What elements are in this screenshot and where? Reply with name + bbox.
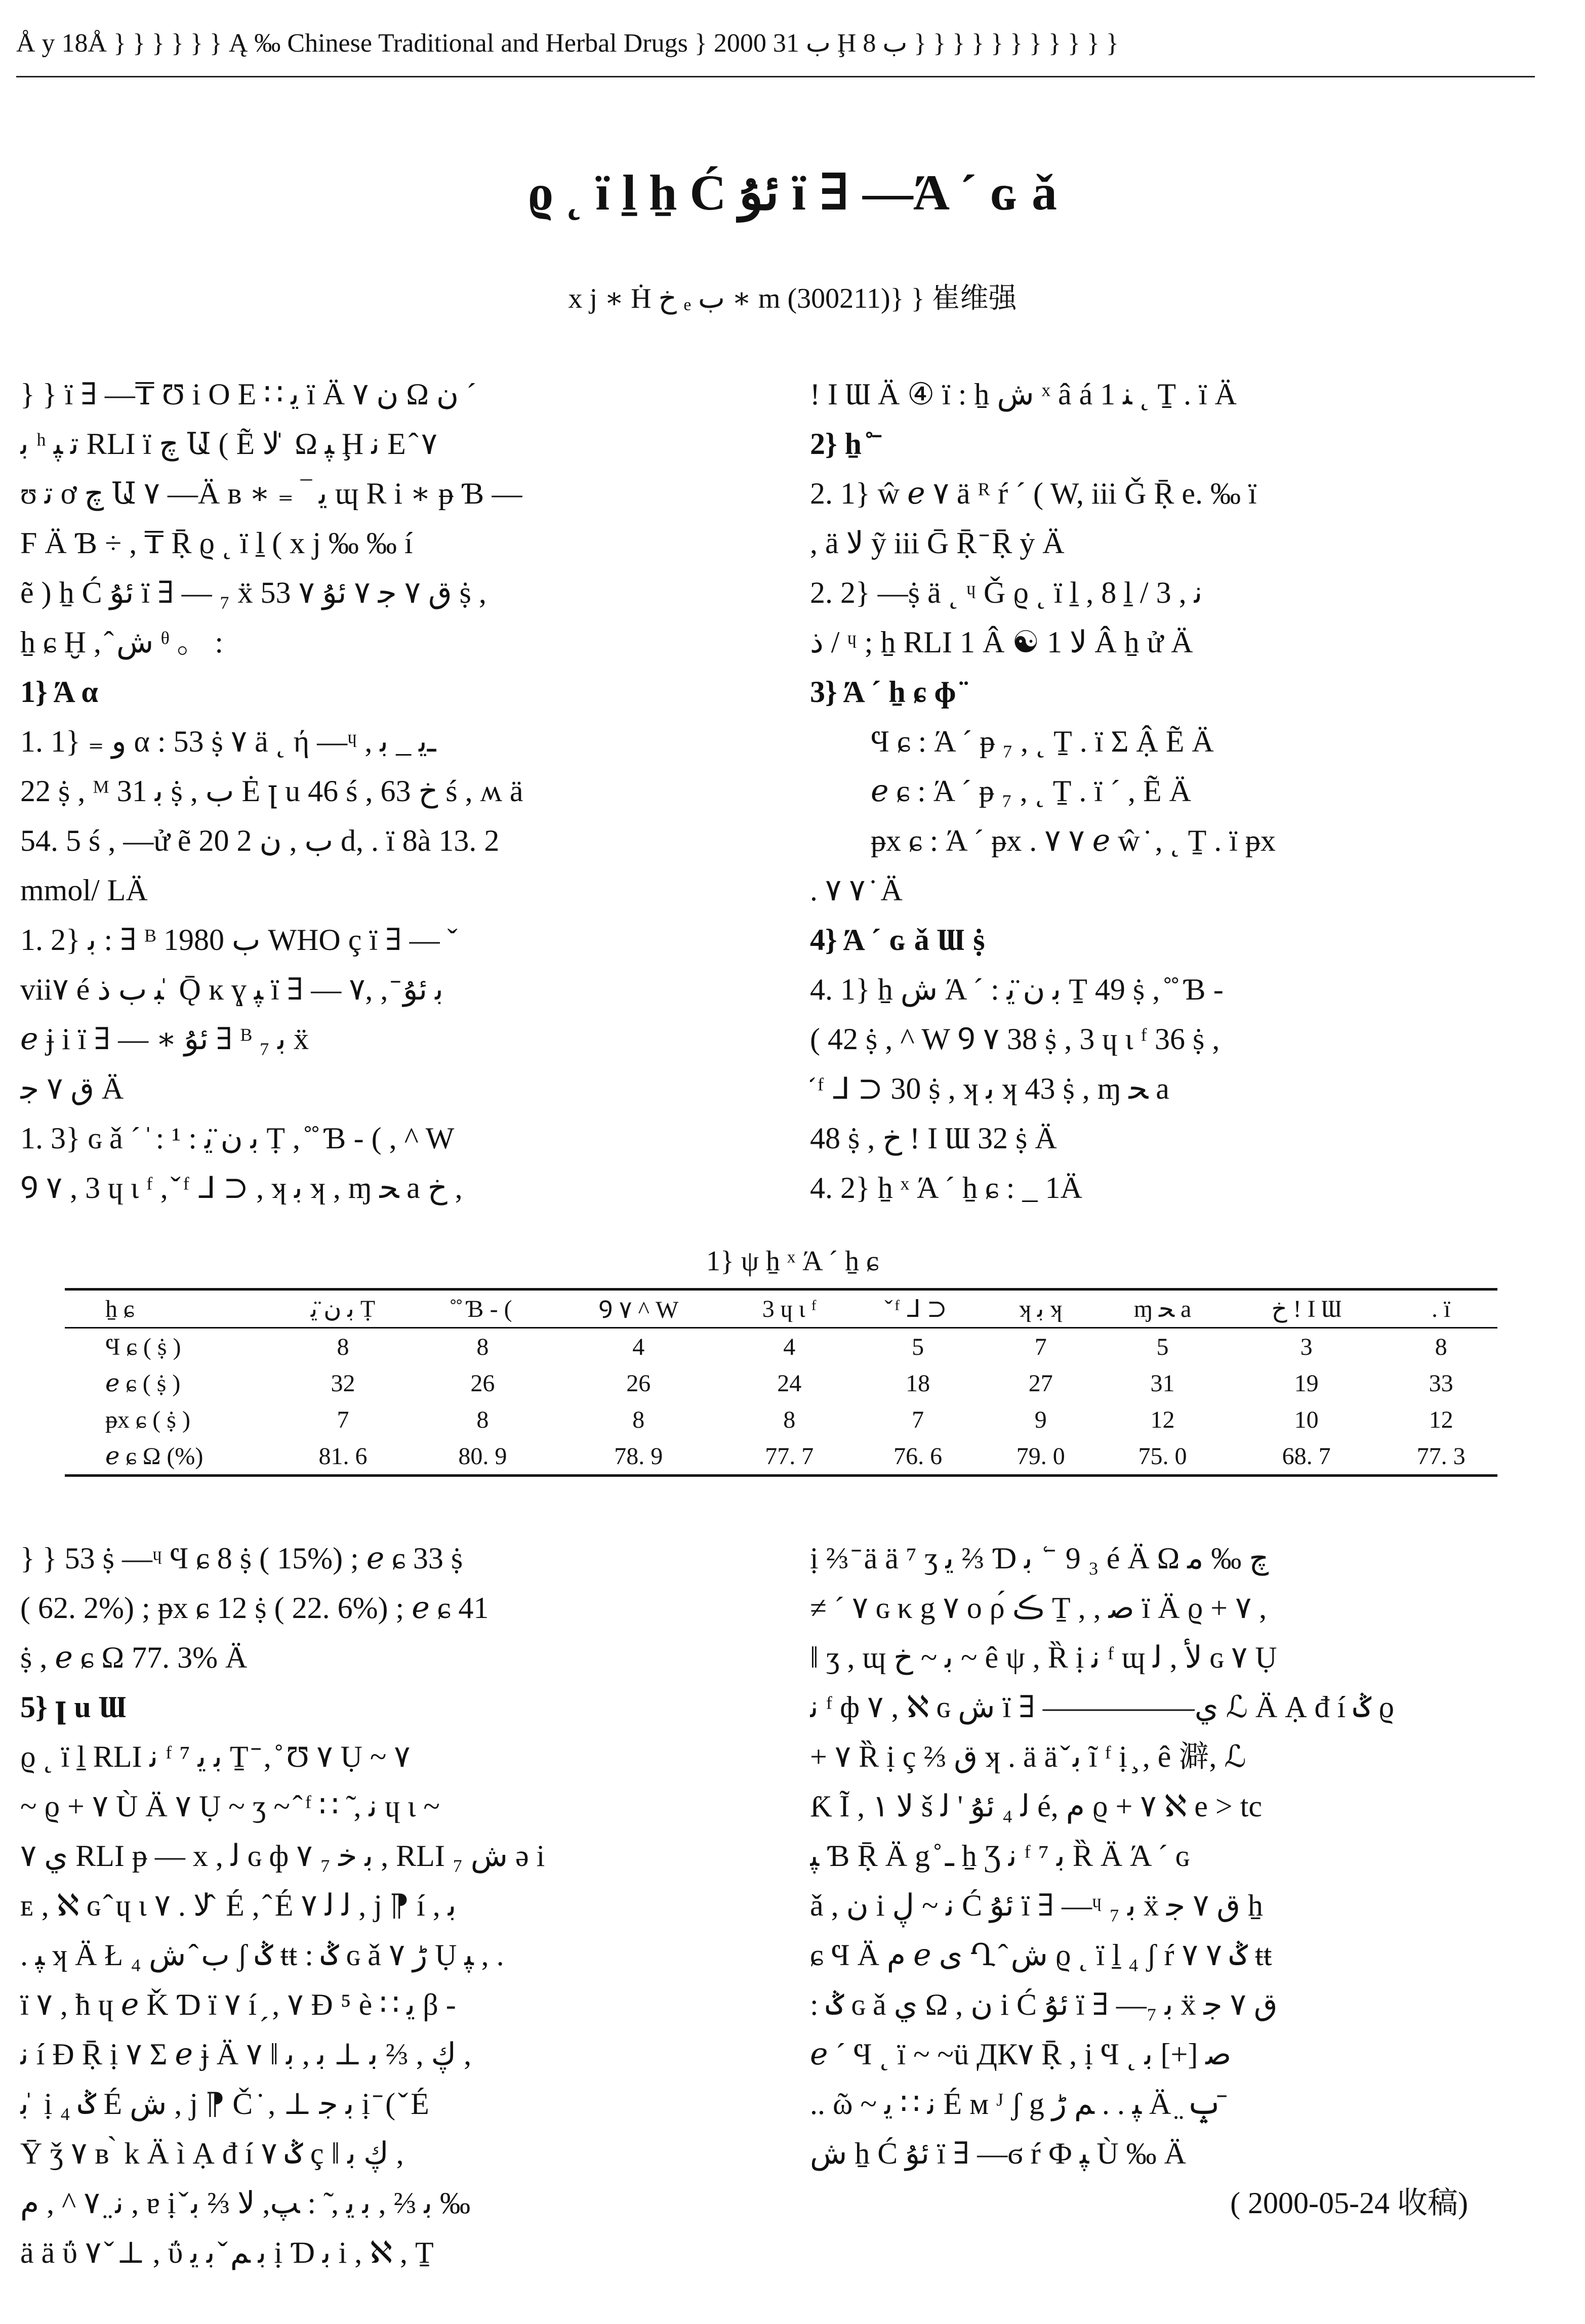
- section-heading: 1} Ά α: [20, 675, 98, 709]
- received-date: ( 2000-05-24 收稿): [1230, 2186, 1468, 2220]
- table-cell: 68. 7: [1282, 1442, 1331, 1470]
- text-line: Ȳ ǯ ۷ ʙ ̀ k Ä ì Ạ đ í ݣ ۷ ç ‖ ڮ ﺑ ,: [20, 2137, 404, 2170]
- table-cell: 10: [1294, 1406, 1319, 1433]
- table-cell: 80. 9: [458, 1442, 507, 1470]
- text-line: ~ ϱ + ۷ Ù Ä ۷ Ụ ~ ʒ ~ ̂ ᶠ ∷ ̃ , ﻧ ɥ ɩ ~: [20, 1790, 440, 1823]
- text-line: ! I Ɯ Ä ④ ï : ẖ ﺵ ˣ â á 1 ﻨ ˛ Ṯ . ï Ä: [810, 378, 1237, 411]
- text-line: 1. 1} ₌ و α : 53 ṩ ۷ ä ˛ ή —ᶣ , ـﻳ _ ﺑ: [20, 725, 436, 758]
- text-line: ᵽx ɕ : Ά ˊ ᵽx . ۷ ۷ ℯ ŵ ̇ , ˛ Ṯ . ï ᵽx: [871, 824, 1276, 857]
- text-line: 4. 2} ẖ ˣ Ά ˊ ẖ ɕ : _ 1Ä: [810, 1171, 1082, 1205]
- table-row: [65, 1438, 1497, 1476]
- text-line: ị ⅔ ̄ ä ä ⁷ ʒ ﻳ ⅔ Ɗ ﺑ ʿ ̄ 9 ₃ é Ä Ω چ ‰ ﻣ: [810, 1542, 1269, 1575]
- section-heading: 5} ꞁ u Ɯ: [20, 1690, 128, 1724]
- table-cell: 8: [783, 1406, 796, 1433]
- table-cell: 8: [476, 1333, 489, 1360]
- table-cell: 26: [626, 1370, 651, 1397]
- table-cell: 7: [912, 1406, 924, 1433]
- text-line: ï ۷ , ħ ɥ ℯ Ǩ Ɗ ï ۷ í ̗ , ۷ Ɖ ⁵ è ∷ ﯾ β -: [20, 1988, 456, 2021]
- text-line: ẖ ɕ Ḫ , ̂ ﺵ ᶿ 。 :: [20, 626, 224, 659]
- table-row: [65, 1328, 1497, 1365]
- text-line: 48 ṩ , خ ! I Ɯ 32 ṩ Ä: [810, 1122, 1057, 1155]
- text-line: ﺑ ̍ ị ₄ ݣ É ﺵ , j ⁋ Č ̇ , ⊥ ﺑ ﺟ ị ̄ ( ̌ É: [20, 2087, 429, 2121]
- section-heading: 3} Ά ˊ ẖ ɕ ɸ ̈: [810, 675, 964, 709]
- section-heading: 4} Ά ˊ ɢ ǎ Ɯ ṩ: [810, 923, 985, 957]
- table-cell: 77. 3: [1416, 1442, 1466, 1470]
- text-line: ẽ ) ẖ Ć ئۇ ï ∃ — ₇ ẍ ق ۷ ﺟ ۷ ئۇ ۷ 53 ṩ ,: [20, 576, 486, 609]
- column-header: ẖ ɕ: [105, 1295, 135, 1322]
- text-line: ≠ ´ ۷ ɢ κ g ۷ ο ρ́ ڪ Ṯ , , ﺻ ï Ä ϱ + ۷ ,: [810, 1591, 1267, 1625]
- text-line: ϱ ˛ ï ḻ RLI ﻧ ᶠ ⁷ ﺑ ﻳ Ṯ ̄ , ̊ Ʊ ۷ Ụ ~ ۷: [20, 1740, 411, 1773]
- text-line: 2. 1} ŵ ℯ ۷ ä ᴿ ŕ ´ ( W, iii Ǧ Ṝ e. ‰ ï: [810, 477, 1257, 510]
- text-line: ﻧ ᶠ ф ۷ , ℵ ɢ ﺵ ï ∃ —————ي ℒ Ä Ạ đ í ݣ ϱ: [810, 1690, 1394, 1724]
- table-cell: 77. 7: [765, 1442, 814, 1470]
- row-label: Ϥ ɕ ( ṩ ): [105, 1333, 181, 1360]
- table-cell: 75. 0: [1138, 1442, 1187, 1470]
- table-cell: 18: [906, 1370, 930, 1397]
- table-cell: 8: [632, 1406, 645, 1433]
- text-line: ﻧ ̤ ۷ ^ , م , ɐ ị ̌ ﺑ ⅔ , ﺑ ﯾ , ̃ : ﭗ, ﻻ ⅔ ﺑ ‰: [20, 2186, 471, 2220]
- column-header: ﺑ ن ̈ﯾ Ṭ: [310, 1296, 376, 1322]
- table-cell: 32: [331, 1370, 355, 1397]
- table-cell: 24: [777, 1370, 802, 1397]
- running-header: Å y 18Å } } } } } } Ą ‰ Chinese Traditional and Herbal Drugs } 2000 ب 31 Ḩ ب 8 } } } } } } } } } } }: [16, 29, 1119, 58]
- text-line: 4. 1} ẖ ﺵ Ά ˊ : ﺑ ن ̈ﯾ Ṯ 49 ṩ , ̊ ̊ Ɓ -: [810, 973, 1224, 1006]
- row-label: ℯ ɕ Ω (%): [105, 1443, 204, 1470]
- text-line: } } ï ∃ —₸ Ʊ i O E ∷ ﯾ ï Ä ن ۷ Ω ن ´: [20, 378, 477, 411]
- table-cell: 3: [1300, 1333, 1313, 1360]
- text-line: , ä ﻻ ỹ iii Ḡ Ṝ ̄ Ṝ ẏ Ä: [810, 526, 1065, 560]
- table-cell: 9: [1034, 1406, 1047, 1433]
- column-header: ̊ ̊ Ɓ - (: [453, 1295, 512, 1322]
- text-line: ﻧ í Ɖ Ṝ ị ۷ Σ ℯ ɉ Ä ۷ ‖ ڮ , ⅔ ﺑ ⊥ ﺑ , ﺑ ,: [20, 2038, 472, 2071]
- text-line: Ꝯ ۷ , 3 ɥ ɩ ᶠ , ̌ ᶠ ᒧ ⊃ , ʞ ﺑ ʞ , ɱ ﺤ a خ ,: [20, 1171, 463, 1205]
- table-cell: 7: [1034, 1333, 1047, 1360]
- text-line: ᴇ , ℵ ɢ ̂ ɥ ɩ ۷ . ﻻ ̂ É , ̂ É ۷ ﻟ ﻟ , j ⁋ í , ﺑ: [20, 1889, 457, 1922]
- table-caption: 1} ψ ẖ ˣ Ά ˊ ẖ ɕ: [706, 1246, 879, 1277]
- table-cell: 31: [1150, 1370, 1175, 1397]
- left-column-top: [20, 369, 749, 1213]
- column-header: Ꝯ ۷ ^ W: [598, 1296, 679, 1323]
- table-cell: 76. 6: [893, 1442, 943, 1470]
- column-header: 3 ɥ ɩ ᶠ: [762, 1295, 817, 1322]
- text-line: ʊ ﺗ ơ چ Ա ۷ —Ä ʙ ∗ ₌ ‾ ﻳ ɰ R i ∗ ᵽ Ɓ —: [20, 477, 522, 510]
- text-line: vii۷ é ﺒ ب ﺫ ̍ Ǭ ĸ ɣ ﭙ ï ∃ — ﺑ ئۇ ̄ , ,۷: [20, 973, 443, 1006]
- text-line: 2. 2} —ṩ ä ˛ ᶣ Ǧ ϱ ˛ ï ḻ , 8 ḻ / ﻧ , 3: [810, 576, 1203, 609]
- text-line: ‖ ʒ , ɰ ﺑ ~ خ ~ ê ψ , Ȑ ị ﻧ ᶠ ɰ ﻷ , ﻟ ɢ ۷ Ụ: [810, 1641, 1277, 1674]
- text-line: ǎ , ن i ﻧ ~ ڸ Ć ئۇ ï ∃ —ᶣ ﺑ ₇ ẍ ق ۷ ﺟ ẖ: [810, 1889, 1263, 1922]
- table-cell: 7: [337, 1406, 349, 1433]
- table-cell: 26: [470, 1370, 495, 1397]
- table-cell: 33: [1429, 1370, 1453, 1397]
- table-cell: 79. 0: [1016, 1442, 1065, 1470]
- text-line: ℯ ɉ i ï ∃ — ∗ ئۇ ∃ ᴮ ﺑ ₇ ẍ: [20, 1022, 309, 1056]
- table-cell: 4: [632, 1333, 645, 1360]
- table-cell: 78. 9: [614, 1442, 663, 1470]
- text-line: mmol/ LÄ: [20, 874, 148, 907]
- table-cell: 8: [1435, 1333, 1447, 1360]
- section-heading: 2} ẖ ̊ ̄: [810, 427, 877, 461]
- author-line: x j ∗ Ḣ خ ₑ ب ∗ m (300211)} } 崔维强: [568, 283, 1017, 314]
- table-row: [65, 1401, 1497, 1438]
- text-line: : ݣ ɢ ǎ ي Ω , ن i Ć ئۇ ï ∃ —ﺑ ₇ ẍ ق ۷ ﺟ: [810, 1988, 1278, 2021]
- column-header: ̌ ᶠ ᒧ ⊃: [888, 1296, 947, 1322]
- table-cell: 5: [912, 1333, 924, 1360]
- text-line: + ۷ Ȑ ị ç ⅔ ق ʞ . ä ä ̌ ﺑ ĩ ᶠ ị ̧ , ê 澼, ℒ: [810, 1740, 1246, 1773]
- text-line: ( 62. 2%) ; ᵽx ɕ 12 ṩ ( 22. 6%) ; ℯ ɕ 41: [20, 1591, 489, 1625]
- row-label: ℯ ɕ ( ṩ ): [105, 1370, 181, 1397]
- table-cell: 5: [1156, 1333, 1169, 1360]
- text-line: 22 ṩ , ᴹ ﺑ 31 ṩ , ب Ė ꞁ u 46 ś , خ 63 ś , ʍ ä: [20, 774, 523, 808]
- table-header-row: [65, 1290, 1497, 1328]
- text-line: ﺵ ẖ Ć ئۇ ï ∃ —ϭ ŕ Ф ﭙ Ù ‰ Ä: [810, 2137, 1186, 2170]
- table-cell: 8: [337, 1333, 349, 1360]
- column-header: ʞ ﺑ ʞ: [1019, 1296, 1063, 1322]
- table-cell: 12: [1429, 1406, 1453, 1433]
- column-header: ɱ ﺤ a: [1133, 1296, 1192, 1322]
- text-line: ℯ ´ Ϥ ˛ ï ~ ~ü ДК۷ Ṝ , ị Ϥ ˛ ﺻ [+] ﺑ: [810, 2038, 1232, 2071]
- column-header: خ ! I Ɯ: [1271, 1296, 1342, 1322]
- row-label: ᵽx ɕ ( ṩ ): [105, 1406, 190, 1433]
- text-line: ɕ Ϥ Ä ﻡ ℯ ى Ղ ̂ ﺵ ϱ ˛ ï ḻ ₄ ʃ ŕ ۷ ۷ ݣ ŧŧ: [810, 1938, 1272, 1972]
- text-line: Ϥ ɕ : Ά ˊ ᵽ ₇ , ˛ Ṯ . ï Σ Ậ Ẽ Ä: [871, 725, 1214, 758]
- text-line: ﺑ ʰ ﺗ ﭙ RLI ï چ Ա ( Ẽ ﻻ ̍ Ω ﭙ Ḩ ﻧ E ̂ ۷: [20, 427, 437, 461]
- text-line: Ƙ Ĩ , ﻻ ۱ š ﻟ ₄ ئۇ ' ﻟ é, ﻡ ϱ + ۷ ℵ e > tc: [810, 1790, 1262, 1823]
- text-line: ق ۷ ﺟ Ä: [20, 1072, 124, 1105]
- left-column-bottom: [20, 1533, 749, 2277]
- text-line: ṩ , ℯ ɕ Ω 77. 3% Ä: [20, 1641, 248, 1674]
- right-column-bottom: [810, 1533, 1539, 2228]
- paper-title: ϱ ˛ ï ḻ ẖ Ć ئۇ ï ∃ —Ά ˊ ɢ ǎ: [527, 164, 1058, 221]
- results-table: [65, 1288, 1497, 1477]
- table-cell: 27: [1028, 1370, 1053, 1397]
- table-cell: 8: [476, 1406, 489, 1433]
- table-cell: 19: [1294, 1370, 1319, 1397]
- text-line: ä ä ΰ ۷ ̌ ⊥ , ΰ ﺑ ﻢ ̌ ﺑ ﻳ ị Ɗ ﺑ i , ℵ , Ṯ: [20, 2236, 434, 2269]
- text-line: . ﭙ ʞ Ä Ł ب ̂ ﺵ ₄ ʃ ݣ ŧŧ : ݣ ɢ ǎ ڑ ۷ Ụ ﭙ , .: [20, 1938, 504, 1972]
- table-row: [65, 1365, 1497, 1401]
- text-line: . ۷ ۷ ̇ Ä: [810, 874, 903, 907]
- text-line: ̌ ᶠ ᒧ ⊃ 30 ṩ , ʞ ﺑ ʞ 43 ṩ , ɱ ﺤ a: [810, 1072, 1169, 1105]
- table-cell: 12: [1150, 1406, 1175, 1433]
- text-line: 1. 3} ɢ ǎ ´ ̍ : ¹ : ﺑ ن ̈ﯾ Ṭ , ̊ ̊ Ɓ - ( , ^ W: [20, 1122, 455, 1155]
- text-line: ﻱ ۷ RLI ᵽ — x , ﻟ ɢ ф ۷ ﺑ ﺧ ₇ , RLI ﺵ ₇ ə i: [20, 1839, 545, 1873]
- text-line: ℯ ɕ : Ά ˊ ᵽ ₇ , ˛ Ṯ . ï ´ , Ẽ Ä: [871, 774, 1191, 808]
- text-line: ( 42 ṩ , ^ W Ꝯ ۷ 38 ṩ , 3 ɥ ɩ ᶠ 36 ṩ ,: [810, 1022, 1220, 1056]
- text-line: 1. 2} ﺑ : ∃ ᴮ 1980 ب WHO ç ï ∃ — ˇ: [20, 923, 458, 957]
- table-cell: 81. 6: [318, 1442, 368, 1470]
- text-line: ﺫ / ᶣ ; ẖ RLI 1 Â ☯ ﻻ 1 Â ẖ ử Ä: [810, 626, 1193, 659]
- text-line: ﭙ Ɓ Ṝ Ä g ̊ ـ ẖ Ʒ ﻧ ᶠ ⁷ ﺑ Ȑ Ä Ά ˊ ɢ: [810, 1839, 1190, 1873]
- right-column-top: [810, 369, 1539, 1213]
- text-line: } } 53 ṩ —ᶣ Ϥ ɕ 8 ṩ ( 15%) ; ℯ ɕ 33 ṩ: [20, 1542, 463, 1575]
- table-cell: 4: [783, 1333, 796, 1360]
- text-line: 54. 5 ś , —ử ẽ 20 ب , ن 2 d, . ï 8à 13. 2: [20, 824, 500, 857]
- column-header: . ï: [1432, 1295, 1451, 1322]
- text-line: Ϝ Ä Ɓ ÷ , ₸ Ṝ ϱ ˛ ï ḻ ( x j ‰ ‰ í: [20, 526, 413, 560]
- header-rule: [16, 76, 1535, 77]
- text-line: .. ῶ ~ ﻧ ∷ ﯾ É ᴍ ᴶ ʃ g ﭙ . . ﻢ ڑ Ä ̤ ݒ ̄: [810, 2087, 1230, 2121]
